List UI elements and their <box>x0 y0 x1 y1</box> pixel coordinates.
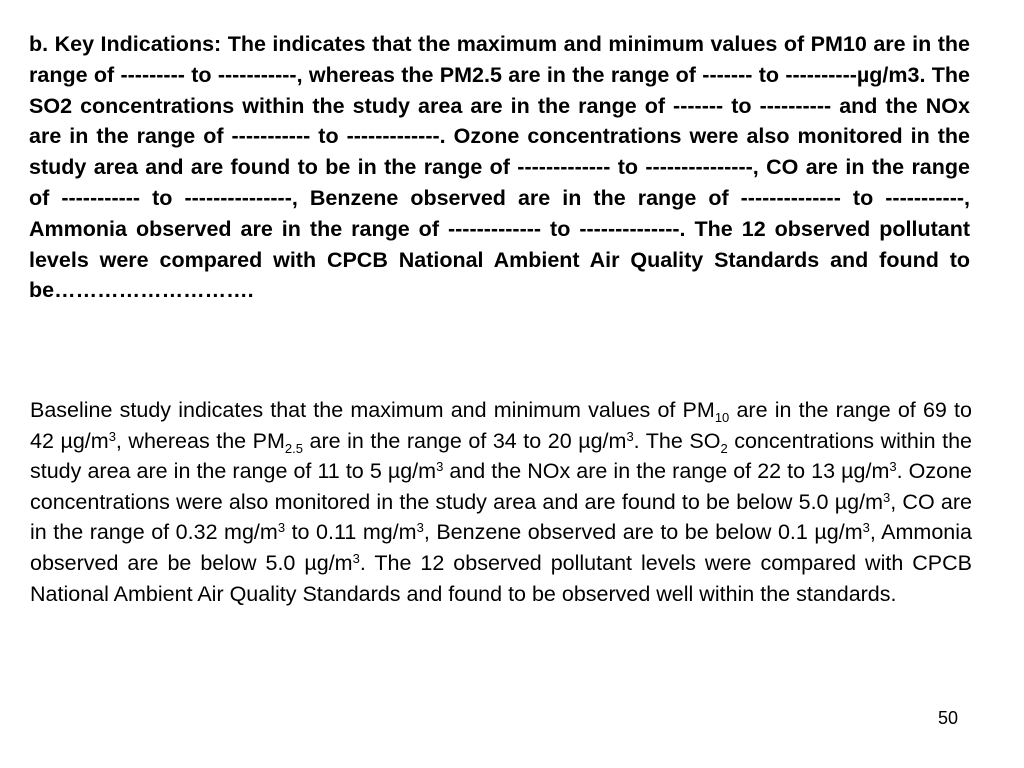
baseline-text: , Ammonia observed are be below 5.0 µg/m <box>30 520 972 575</box>
cubic-superscript: 3 <box>277 520 286 536</box>
cubic-superscript: 3 <box>352 550 360 566</box>
cubic-superscript: 3 <box>889 459 897 475</box>
baseline-text: are in the range of 34 to 20 µg/m <box>303 428 627 453</box>
baseline-text: , CO are in the range of 0.32 mg/m <box>30 489 972 545</box>
baseline-text: , Benzene observed are to be below 0.1 µg/m <box>423 520 863 545</box>
baseline-text: . The 12 observed pollutant levels were compared with CPCB National Ambient Air Quality Standards and found to be observed well within the standards. <box>30 550 973 606</box>
baseline-text: concentrations within the study area are in the range of 11 to 5 µg/m <box>30 428 972 484</box>
baseline-text: and the NOx are in the range of 22 to 13 µg/m <box>443 459 890 484</box>
cubic-superscript: 3 <box>626 428 634 444</box>
baseline-paragraph <box>30 395 972 609</box>
key-indications-paragraph: b. Key Indications: The indicates that the maximum and minimum values of PM10 are in the range of --------- to -----------, whereas the PM2.5 are in the range of ------- to ----------µg/m3. The SO2 concentrations within the study area are in the range of ------- to ---------- and the NOx are in the range of ----------- to -------------. Ozone concentrations were also monitored in the study area and are found to be in the range of ------------- to ---------------, CO are in the range of ----------- to ---------------, Benzene observed are in the range of -------------- to -----------, Ammonia observed are in the range of ------------- to --------------. The 12 observed pollutant levels were compared with CPCB National Ambient Air Quality Standards and found to be………………………. <box>29 32 970 303</box>
pm10-subscript: 10 <box>714 410 730 425</box>
baseline-text: . The SO <box>633 428 721 453</box>
baseline-text: . Ozone concentrations were also monitored in the study area and are found to be below 5.0 µg/m <box>30 459 972 514</box>
cubic-superscript: 3 <box>108 428 116 444</box>
cubic-superscript: 3 <box>862 520 870 536</box>
pm25-subscript: 2.5 <box>284 440 303 456</box>
baseline-text: Baseline study indicates that the maximum and minimum values of PM <box>30 398 715 422</box>
so2-subscript: 2 <box>720 440 728 456</box>
cubic-superscript: 3 <box>416 520 424 536</box>
page-number: 50 <box>938 708 959 728</box>
baseline-text: , whereas the PM <box>115 428 285 453</box>
cubic-superscript: 3 <box>882 489 891 505</box>
baseline-text: are in the range of 69 to 42 µg/m <box>30 398 972 453</box>
baseline-text: to 0.11 mg/m <box>285 520 417 545</box>
cubic-superscript: 3 <box>436 459 444 475</box>
